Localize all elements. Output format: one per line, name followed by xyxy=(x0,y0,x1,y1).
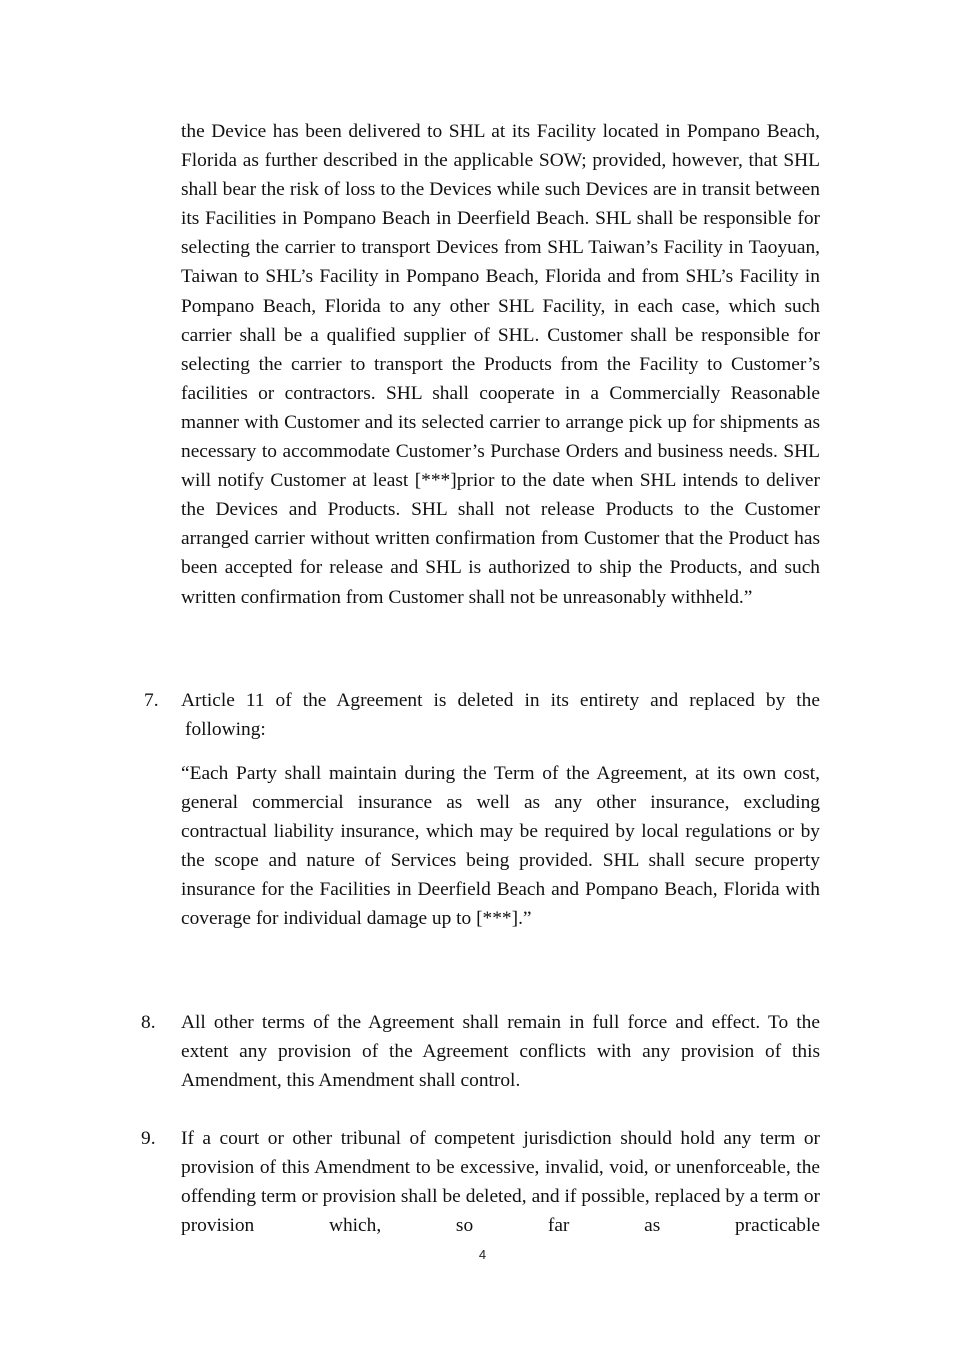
item-7-text-line2-content: following: xyxy=(185,719,266,740)
item-7-quote: “Each Party shall maintain during the Term of the Agreement, at its own cost, general commercial insurance as well as any other insurance, excluding contractual liability insurance, which may be required by local regulations or by the scope and nature of Services being provided. SHL shall secure property insurance for the Facilities in Deerfield Beach and Pompano Beach, Florida with coverage for individual damage up to [***].” xyxy=(181,763,820,930)
item-9-text: If a court or other tribunal of competent jurisdiction should hold any term or provision of this Amendment to be excessive, invalid, void, or unenforceable, the offending term or provision shall be deleted, and if possible, replaced by a term or provision which, so far as practicable xyxy=(181,1128,820,1237)
item-7-text-line1: Article 11 of the Agreement is deleted in its entirety and replaced by the xyxy=(181,690,820,711)
item-7-text-line2 xyxy=(181,715,820,744)
item-8-text: All other terms of the Agreement shall remain in full force and effect. To the extent any provision of the Agreement conflicts with any provision of this Amendment, this Amendment shall control. xyxy=(181,1012,820,1092)
item-9-number: 9. xyxy=(141,1128,156,1149)
item-7-number: 7. xyxy=(144,690,159,711)
page-number: 4 xyxy=(478,1247,487,1262)
item-8-number: 8. xyxy=(141,1012,156,1033)
continuation-paragraph: the Device has been delivered to SHL at its Facility located in Pompano Beach, Florida as further described in the applicable SOW; provided, however, that SHL shall bear the risk of loss to the Devices while such Devices are in transit between its Facilities in Pompano Beach in Deerfield Beach. SHL shall be responsible for selecting the carrier to transport Devices from SHL Taiwan’s Facility in Taoyuan, Taiwan to SHL’s Facility in Pompano Beach, Florida and from SHL’s Facility in Pompano Beach, Florida to any other SHL Facility, in each case, which such carrier shall be a qualified supplier of SHL. Customer shall be responsible for selecting the carrier to transport the Products from the Facility to Customer’s facilities or contractors. SHL shall cooperate in a Commercially Reasonable manner with Customer and its selected carrier to arrange pick up for shipments as necessary to accommodate Customer’s Purchase Orders and business needs. SHL will notify Customer at least [***]prior to the date when SHL intends to deliver the Devices and Products. SHL shall not release Products to the Customer arranged carrier without written confirmation from Customer that the Product has been accepted for release and SHL is authorized to ship the Products, and such written confirmation from Customer shall not be unreasonably withheld.” xyxy=(181,121,820,608)
